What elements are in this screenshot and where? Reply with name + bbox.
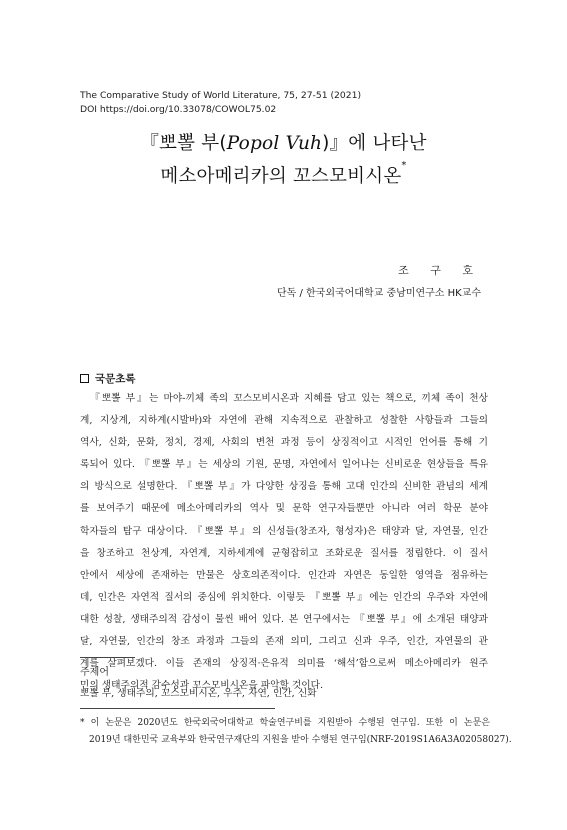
abstract-line: 학자들의 탐구 대상이다. 『뽀뽈 부』의 신성들(창조자, 형성자)은 태양과 달, 자연물, 인간 [80, 525, 488, 537]
abstract-line: 의 방식으로 설명한다. 『뽀뽈 부』가 다양한 상징을 통해 고대 인간의 신비한 관념의 세계 [80, 481, 488, 493]
abstract-line: 계, 지상계, 지하계(시발바)와 자연에 관해 지속적으로 관찰하고 성찰한 사항들과 그들의 [80, 415, 488, 427]
title-footnote-mark: * [401, 160, 407, 171]
doi-line: DOI https://doi.org/10.33078/COWOL75.02 [80, 104, 277, 115]
keywords-label: 주제어 [80, 667, 109, 678]
abstract-line: 데, 인간은 자연적 질서의 중심에 위치한다. 이렇듯 『뽀뽈 부』에는 인간의 우주와 자연에 [80, 591, 488, 603]
abstract-line: 달, 자연물, 인간의 창조 과정과 그들의 존재 의미, 그리고 신과 우주, 인간, 자연물의 관 [80, 636, 488, 648]
title-line-1 [40, 129, 527, 155]
checkbox-square-icon [80, 374, 89, 383]
abstract-line: 역사, 신화, 문화, 정치, 경제, 사회의 변천 과정 등이 상징적이고 시적인 언어를 통해 기 [80, 437, 488, 449]
footnote-line: * 이 논문은 2020년도 한국외국어대학교 학술연구비를 지원받아 수행된 연구임. 또한 이 논문은 [80, 718, 490, 728]
keywords-divider [80, 657, 135, 658]
author-affiliation: 단독 / 한국외국어대학교 중남미연구소 HK교수 [276, 288, 481, 299]
abstract-line: 안에서 세상에 존재하는 만물은 상호의존적이다. 인간과 자연은 동일한 영역을 점유하는 [80, 569, 488, 581]
keywords-text: 뽀뽈 부, 생태주의, 꼬스모비시온, 우주, 자연, 인간, 신화 [80, 688, 317, 699]
title-open: 『뽀뽈 부( [140, 133, 227, 154]
abstract-line: 『뽀뽈 부』는 마야-끼체 족의 꼬스모비시온과 지혜를 담고 있는 책으로, 끼체 족이 천상 [90, 393, 488, 404]
abstract-line: 민의 생태주의적 감수성과 꼬스모비시온을 파악할 것이다. [80, 680, 324, 692]
journal-citation: The Comparative Study of World Literature, 75, 27-51 (2021) [80, 90, 362, 101]
footnote [80, 715, 512, 749]
abstract-line: 계를 살펴보겠다. 이들 존재의 상징적·은유적 의미를 ‘해석’함으로써 메소아메리카 원주 [80, 658, 488, 670]
title-italic: Popol Vuh [226, 133, 323, 154]
footnote-line: 2019년 대한민국 교육부와 한국연구재단의 지원을 받아 수행된 연구임(NRF-2019S1A6A3A02058027). [89, 735, 512, 745]
abstract-line: 를 보여주기 때문에 메소아메리카의 역사 및 문학 연구자들뿐만 아니라 여러 학문 분야 [80, 503, 488, 515]
author-name: 조 구 호 [398, 264, 482, 277]
title-line-2 [40, 162, 527, 188]
footnote-divider [80, 708, 275, 709]
title-line-2-text: 메소아메리카의 꼬스모비시온 [160, 166, 402, 187]
abstract-line: 대한 성찰, 생태주의적 감성이 물씬 배어 있다. 본 연구에서는 『뽀뽈 부』에 소개된 태양과 [80, 613, 488, 625]
journal-header [80, 89, 500, 117]
title-close: )』에 나타난 [322, 133, 427, 154]
abstract-heading [80, 371, 136, 386]
abstract-line: 록되어 있다. 『뽀뽈 부』는 세상의 기원, 문명, 자연에서 일어나는 신비로운 현상들을 특유 [80, 459, 488, 471]
abstract-line: 을 창조하고 천상계, 자연계, 지하세계에 균형잡히고 조화로운 질서를 정립한다. 이 질서 [80, 547, 488, 559]
abstract-heading-text: 국문초록 [95, 373, 136, 385]
abstract-body [80, 388, 488, 697]
